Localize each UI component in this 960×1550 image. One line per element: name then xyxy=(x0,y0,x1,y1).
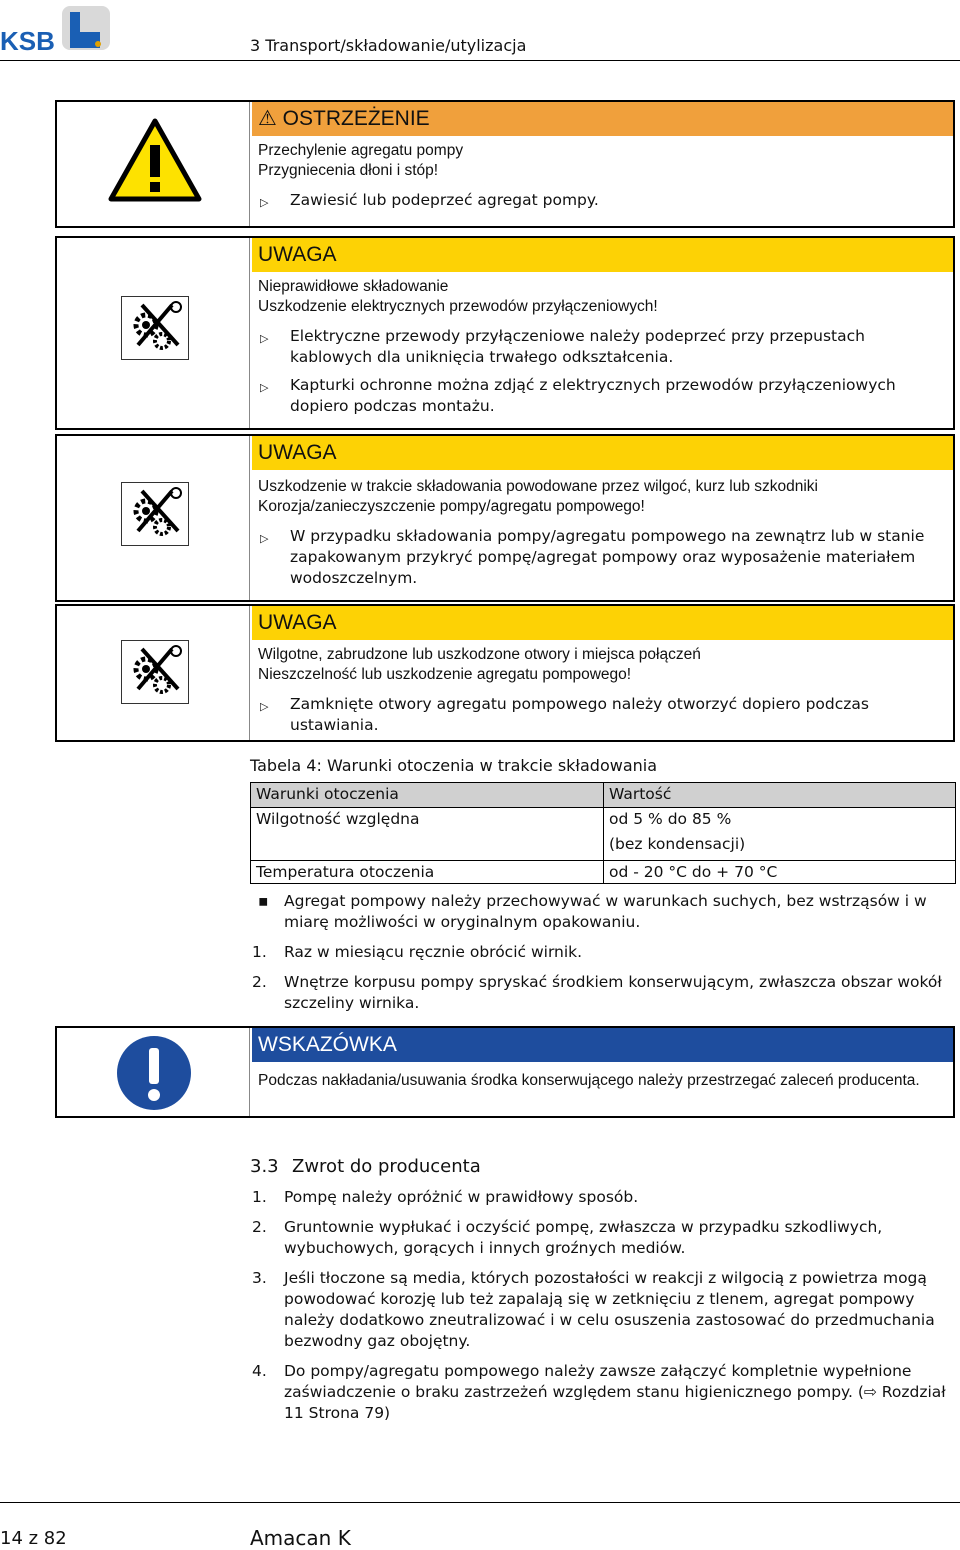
table-cell: od - 20 °C do + 70 °C xyxy=(604,861,956,884)
info-exclamation-icon xyxy=(115,1034,193,1112)
table-header-cell: Warunki otoczenia xyxy=(251,783,604,808)
chapter-title: 3 Transport/składowanie/utylizacja xyxy=(250,36,527,55)
notice-bullet: ▷ W przypadku składowania pompy/agregatu pompowego na zewnątrz lub w stanie zapakowanym przykryć pompę/agregat pompowy oraz wyposażenie materiałem wodoszczelnym. xyxy=(260,527,925,587)
hint-box xyxy=(55,1026,955,1118)
square-bullet-icon: ▪ xyxy=(258,892,269,910)
notice-heading: UWAGA xyxy=(252,238,953,272)
list-item: 2. Gruntownie wypłukać i oczyścić pompę, zwłaszcza w przypadku szkodliwych, wybuchowych, gorących i innych groźnych mediów. xyxy=(252,1218,883,1257)
notice-bullet: ▷ Elektryczne przewody przyłączeniowe należy podeprzeć przy przepustach kablowych dla uniknięcia trwałego odkształcenia. xyxy=(260,327,865,366)
notice-bullet: ▷ Zamknięte otwory agregatu pompowego należy otworzyć dopiero podczas ustawiania. xyxy=(260,695,869,734)
bullet-triangle-icon: ▷ xyxy=(260,532,269,545)
list-item: 3. Jeśli tłoczone są media, których pozostałości w reakcji z wilgocią z powietrza mogą powodować korozję lub też zapalają się w zetknięciu z tlenem, agregat pompowy należy dodatkowo zneutralizować i w celu osuszenia zastosować do przedmuchania bezwodny gaz obojętny. xyxy=(252,1269,935,1350)
notice-hazard: Uszkodzenie elektrycznych przewodów przyłączeniowych! xyxy=(258,298,658,315)
notice-subtitle: Nieprawidłowe składowanie xyxy=(258,278,449,295)
hint-text: Podczas nakładania/usuwania środka konserwującego należy przestrzegać zaleceń producenta. xyxy=(258,1072,920,1089)
warning-header-icon: ⚠ xyxy=(258,107,277,130)
notice-subtitle: Uszkodzenie w trakcie składowania powodowane przez wilgoć, kurz lub szkodniki xyxy=(258,478,818,495)
notice-subtitle: Wilgotne, zabrudzone lub uszkodzone otwory i miejsca połączeń xyxy=(258,646,701,663)
notice-heading: UWAGA xyxy=(252,606,953,640)
bullet-triangle-icon: ▷ xyxy=(260,332,269,345)
page-number: 14 z 82 xyxy=(0,1528,67,1549)
notice-box-storage xyxy=(55,236,955,430)
table-row xyxy=(251,808,956,861)
warning-heading: ⚠ OSTRZEŻENIE xyxy=(252,102,953,136)
warning-bullet: ▷ Zawiesić lub podeprzeć agregat pompy. xyxy=(252,190,953,211)
storage-conditions-table xyxy=(250,782,956,884)
list-item: 1. Pompę należy opróżnić w prawidłowy sposób. xyxy=(252,1188,639,1206)
storage-instructions xyxy=(250,891,956,1023)
product-name: Amacan K xyxy=(250,1526,351,1550)
list-item: 2. Wnętrze korpusu pompy spryskać środkiem konserwującym, zwłaszcza obszar wokół szczeliny wirnika. xyxy=(252,973,942,1012)
notice-bullet: ▷ Kapturki ochronne można zdjąć z elektrycznych przewodów przyłączeniowych dopiero podczas montażu. xyxy=(260,376,896,415)
notice-box-openings xyxy=(55,604,955,742)
section-heading: 3.3 Zwrot do producenta xyxy=(250,1156,481,1177)
list-item: 4. Do pompy/agregatu pompowego należy zawsze załączyć kompletnie wypełnione zaświadczenie o braku zastrzeżeń względem stanu higienicznego pompy. (⇨ Rozdział 11 Strona 79) xyxy=(252,1362,946,1422)
notice-heading: UWAGA xyxy=(252,436,953,470)
notice-hazard: Nieszczelność lub uszkodzenie agregatu pompowego! xyxy=(258,666,632,683)
tools-gears-icon xyxy=(121,640,189,704)
table-cell: Temperatura otoczenia xyxy=(251,861,604,884)
warning-subtitle: Przechylenie agregatu pompy xyxy=(258,142,464,159)
list-item: ▪ Agregat pompowy należy przechowywać w warunkach suchych, bez wstrząsów i w miarę możliwości w oryginalnym opakowaniu. xyxy=(258,892,927,931)
notice-hazard: Korozja/zanieczyszczenie pompy/agregatu pompowego! xyxy=(258,498,645,515)
footer-divider xyxy=(0,1502,960,1503)
table-header-row xyxy=(251,783,956,808)
warning-box xyxy=(55,100,955,228)
bullet-triangle-icon: ▷ xyxy=(260,381,269,394)
bullet-triangle-icon: ▷ xyxy=(260,700,269,713)
return-steps xyxy=(250,1187,956,1433)
warning-hazard: Przygniecenia dłoni i stóp! xyxy=(258,162,439,179)
table-caption: Tabela 4: Warunki otoczenia w trakcie składowania xyxy=(250,756,658,775)
notice-box-moisture xyxy=(55,434,955,602)
hint-heading: WSKAZÓWKA xyxy=(252,1028,953,1062)
table-row xyxy=(251,861,956,884)
table-cell: od 5 % do 85 % (bez kondensacji) xyxy=(604,808,956,861)
table-header-cell: Wartość xyxy=(604,783,956,808)
bullet-triangle-icon: ▷ xyxy=(260,196,269,209)
warning-triangle-icon xyxy=(107,117,203,203)
tools-gears-icon xyxy=(121,296,189,360)
list-item: 1. Raz w miesiącu ręcznie obrócić wirnik. xyxy=(252,943,583,961)
tools-gears-icon xyxy=(121,482,189,546)
brand-name: KSB xyxy=(0,26,55,52)
ksb-logo xyxy=(0,2,112,52)
header-divider xyxy=(0,60,960,61)
chapter-reference-link: Do pompy/agregatu pompowego należy zawsze załączyć kompletnie wypełnione zaświadczenie o braku zastrzeżeń względem stanu higienicznego pompy. (⇨ Rozdział 11 Strona 79) xyxy=(284,1362,946,1422)
table-cell: Wilgotność względna xyxy=(251,808,604,861)
